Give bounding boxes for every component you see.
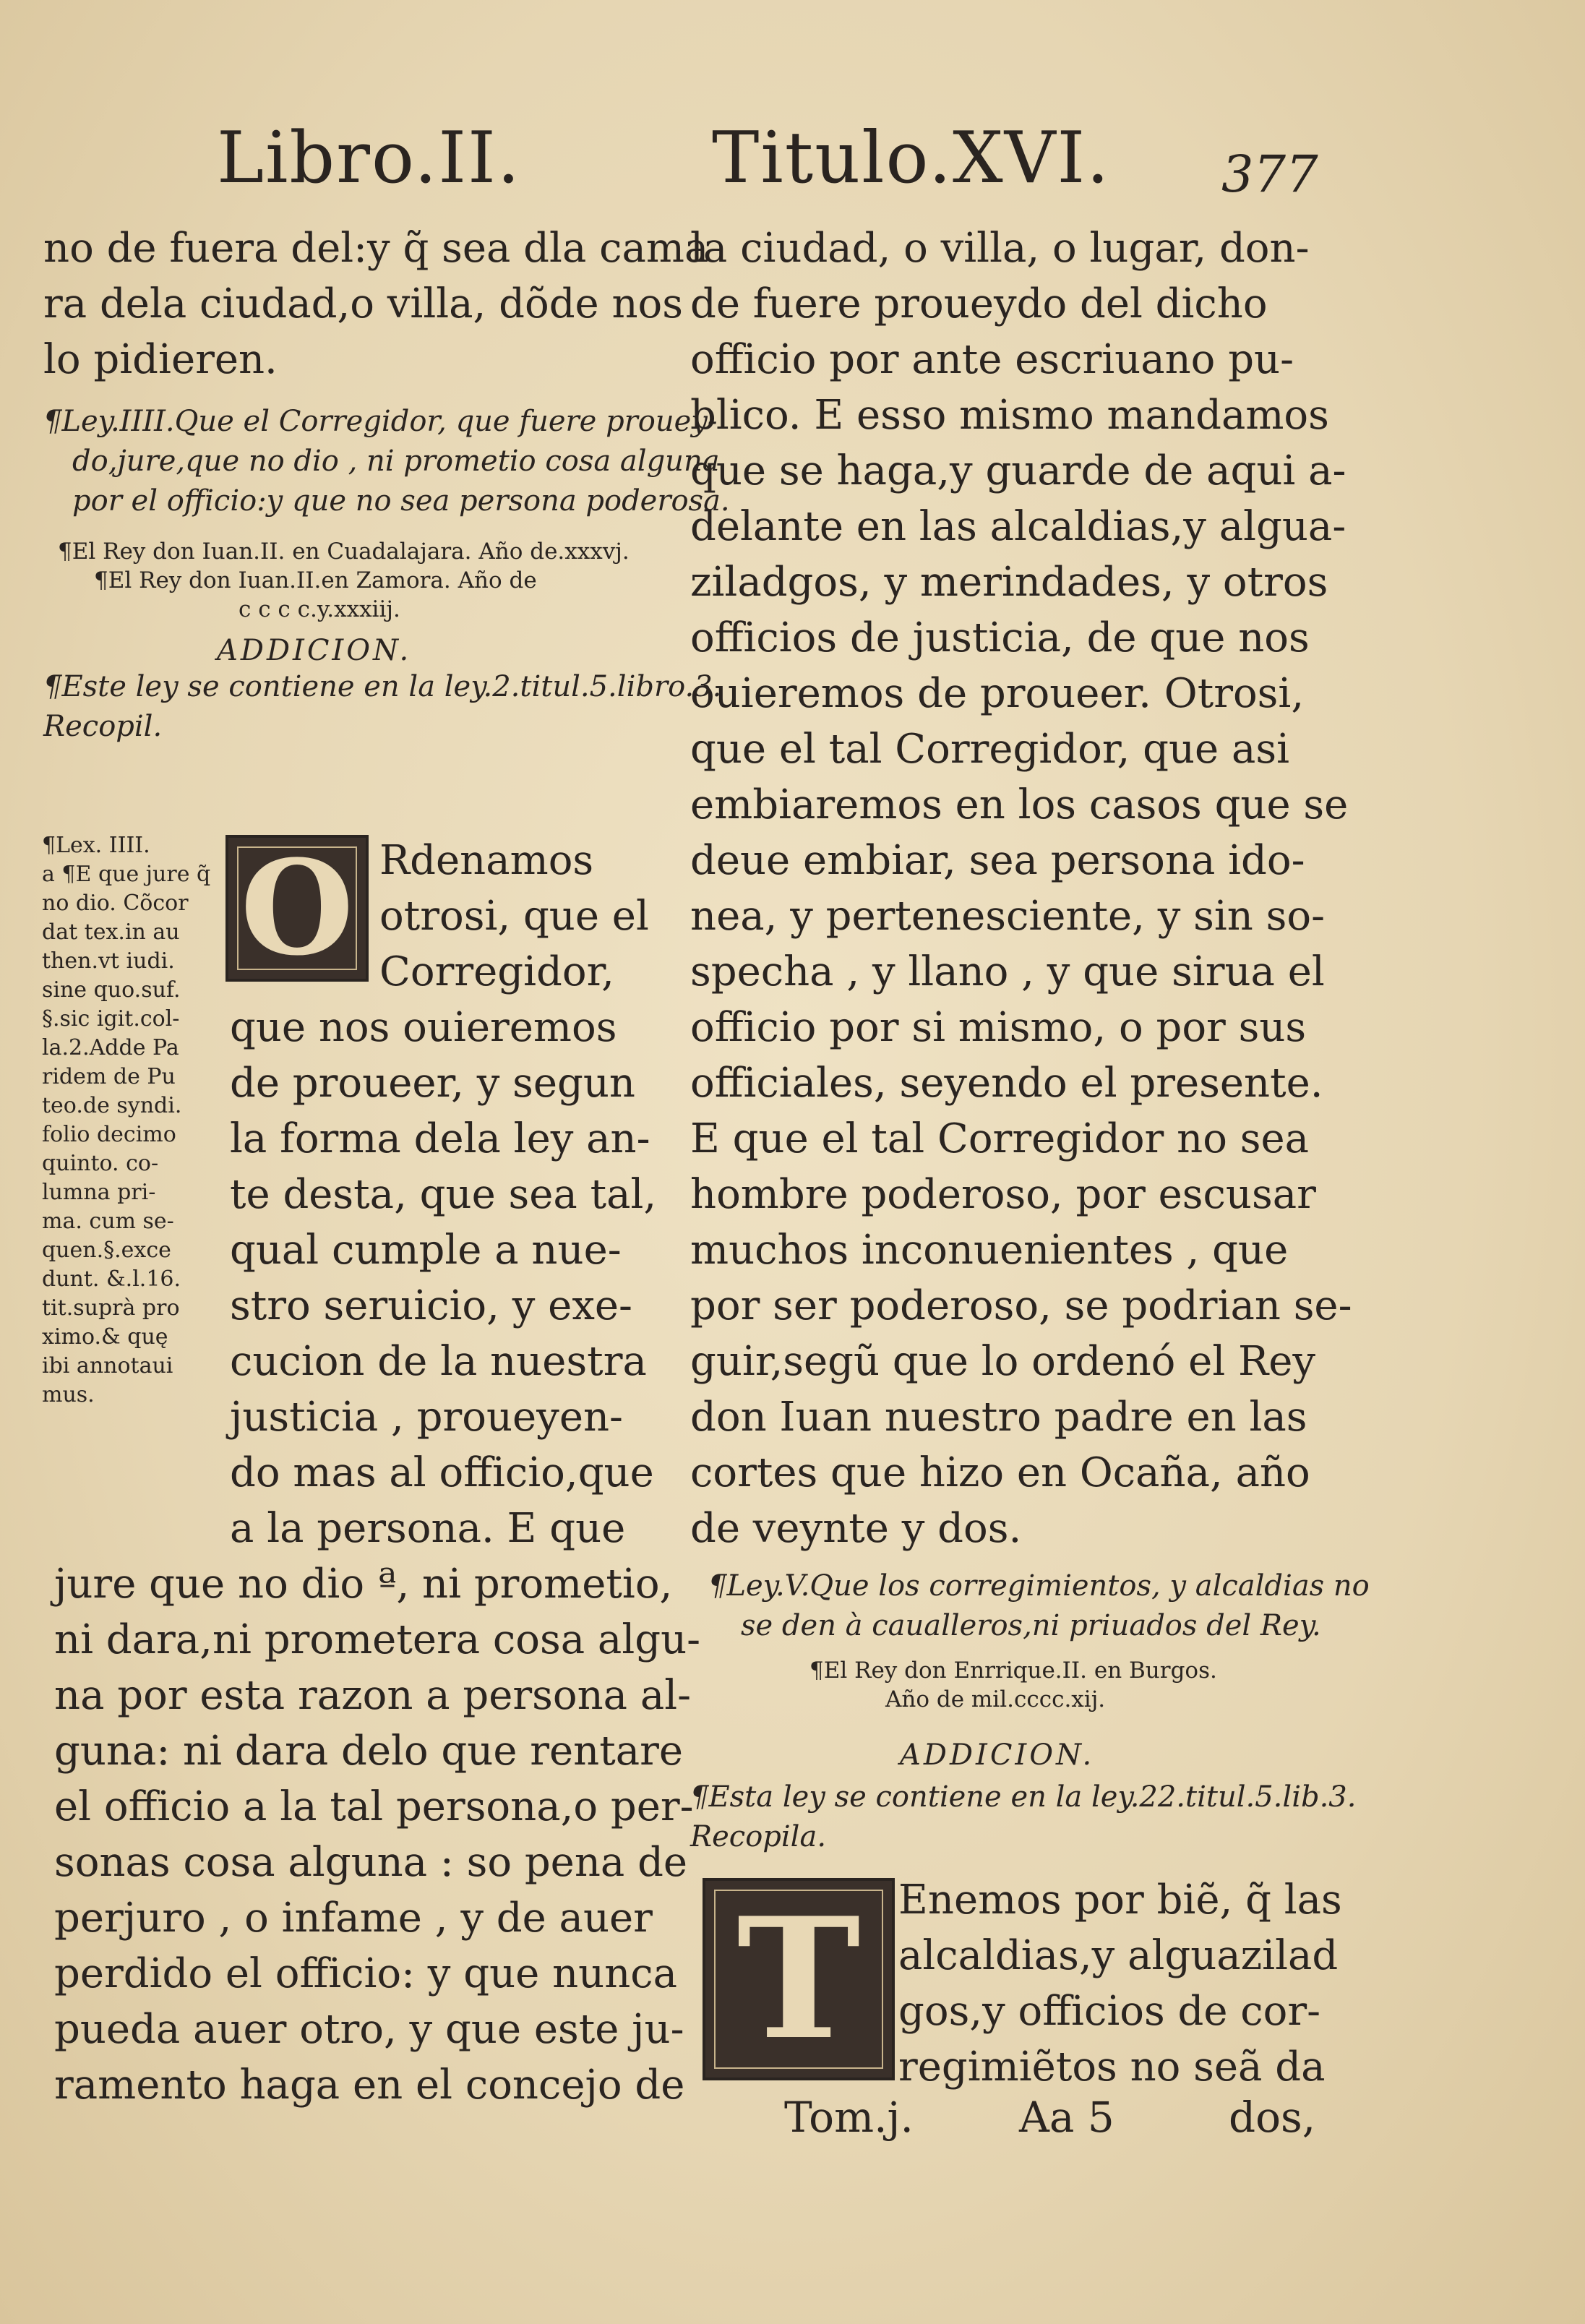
- text-line: de fuere proueydo del dicho: [690, 280, 1268, 327]
- initial-text: [898, 1872, 1342, 2095]
- addicion-line: Recopil.: [43, 710, 163, 743]
- ley-title-line: se den à caualleros,ni priuados del Rey.: [741, 1609, 1321, 1642]
- margin-line: ximo.& quę: [42, 1324, 168, 1350]
- margin-line: quinto. co-: [42, 1151, 159, 1176]
- margin-line: tit.suprà pro: [42, 1295, 180, 1321]
- margin-line: dunt. &.l.16.: [42, 1266, 181, 1292]
- left-narrow-text: [230, 1000, 656, 1556]
- footer-signature: Aa 5: [1019, 2093, 1114, 2142]
- text-line: otrosi, que el: [379, 893, 649, 940]
- text-line: Enemos por biẽ, q̃ las: [898, 1877, 1342, 1924]
- margin-line: ibi annotaui: [42, 1353, 173, 1378]
- text-line: guir,segũ que lo ordenó el Rey: [690, 1338, 1315, 1385]
- text-line: Rdenamos: [379, 837, 594, 884]
- text-line: que se haga,y guarde de aqui a-: [690, 447, 1346, 494]
- text-line: ni dara,ni prometera cosa algu-: [54, 1616, 701, 1663]
- text-line: la forma dela ley an-: [230, 1115, 650, 1162]
- addicion-line: ¶Esta ley se contiene en la ley.22.titul.5.lib.3.: [690, 1780, 1357, 1814]
- text-line: delante en las alcaldias,y algua-: [690, 503, 1346, 550]
- ley-title-line: por el officio:y que no sea persona poderosa.: [72, 484, 730, 518]
- text-line: no de fuera del:y q̃ sea dla cama: [43, 225, 709, 272]
- margin-line: quen.§.exce: [42, 1238, 171, 1263]
- text-line: na por esta razon a persona al-: [54, 1672, 692, 1719]
- source-line: ¶El Rey don Iuan.II. en Cuadalajara. Año de.xxxvj.: [58, 539, 630, 565]
- ley-title-line: ¶Ley.V.Que los corregimientos, y alcaldias no: [708, 1569, 1370, 1603]
- initial-text: [379, 833, 654, 1000]
- text-line: lo pidieren.: [43, 336, 278, 383]
- margin-line: dat tex.in au: [42, 919, 180, 945]
- text-line: officio por si mismo, o por sus: [690, 1004, 1307, 1051]
- margin-line: mus.: [42, 1382, 95, 1407]
- text-line: ramento haga en el concejo de: [54, 2062, 685, 2109]
- text-line: don Iuan nuestro padre en las: [690, 1394, 1307, 1441]
- left-full-text: [54, 1556, 701, 2113]
- left-column-top: [43, 220, 730, 747]
- text-line: officiales, seyendo el presente.: [690, 1060, 1323, 1107]
- running-head-title: Titulo.XVI.: [712, 117, 1111, 200]
- text-line: perjuro , o infame , y de auer: [54, 1895, 653, 1942]
- margin-line: ¶Lex. IIII.: [42, 833, 150, 858]
- text-line: do mas al officio,que: [230, 1449, 654, 1496]
- text-line: perdido el officio: y que nunca: [54, 1950, 678, 1997]
- margin-line: teo.de syndi.: [42, 1093, 182, 1118]
- text-line: por ser poderoso, se podrian se-: [690, 1282, 1352, 1329]
- margin-line: ma. cum se-: [42, 1209, 174, 1234]
- text-line: que el tal Corregidor, que asi: [690, 726, 1289, 773]
- text-line: te desta, que sea tal,: [230, 1171, 657, 1218]
- ley-title-line: do,jure,que no dio , ni prometio cosa alguna: [72, 445, 720, 478]
- text-line: muchos inconuenientes , que: [690, 1227, 1289, 1274]
- text-line: embiaremos en los casos que se: [690, 781, 1349, 828]
- text-line: pueda auer otro, y que este ju-: [54, 2006, 684, 2053]
- text-line: hombre poderoso, por escusar: [690, 1171, 1316, 1218]
- margin-line: then.vt iudi.: [42, 948, 175, 974]
- footer-catchword: dos,: [1229, 2093, 1316, 2142]
- text-line: qual cumple a nue-: [230, 1227, 622, 1274]
- margin-line: ridem de Pu: [42, 1064, 176, 1089]
- text-line: blico. E esso mismo mandamos: [690, 392, 1329, 439]
- text-line: deue embiar, sea persona ido-: [690, 837, 1305, 884]
- text-line: ziladgos, y merindades, y otros: [690, 559, 1328, 606]
- decorated-initial: [225, 832, 369, 985]
- margin-line: folio decimo: [42, 1122, 176, 1147]
- marginal-note: [42, 831, 223, 1410]
- addicion-line: Recopila.: [690, 1820, 827, 1853]
- text-line: Corregidor,: [379, 948, 614, 995]
- margin-line: sine quo.suf.: [42, 977, 181, 1003]
- text-line: nea, y pertenesciente, y sin so-: [690, 893, 1326, 940]
- running-head-book: Libro.II.: [217, 117, 522, 200]
- text-line: el officio a la tal persona,o per-: [54, 1783, 694, 1830]
- initial-letter: O: [240, 832, 354, 985]
- margin-line: §.sic igit.col-: [42, 1006, 180, 1032]
- text-line: officios de justicia, de que nos: [690, 614, 1310, 661]
- text-line: E que el tal Corregidor no sea: [690, 1115, 1309, 1162]
- text-line: de proueer, y segun: [230, 1060, 635, 1107]
- text-line: stro seruicio, y exe-: [230, 1282, 632, 1329]
- text-line: ouieremos de proueer. Otrosi,: [690, 670, 1305, 717]
- text-line: cucion de la nuestra: [230, 1338, 647, 1385]
- text-line: gos,y officios de cor-: [898, 1988, 1321, 2035]
- initial-letter: T: [736, 1882, 861, 2077]
- addicion-line: ¶Este ley se contiene en la ley.2.titul.5.libro.3.: [43, 670, 722, 703]
- addicion-heading: ADDICION.: [900, 1738, 1095, 1772]
- text-line: de veynte y dos.: [690, 1505, 1022, 1552]
- text-line: alcaldias,y alguazilad: [898, 1932, 1339, 1979]
- text-line: jure que no dio ª, ni prometio,: [54, 1561, 673, 1608]
- decorated-initial: [703, 1878, 895, 2080]
- addicion-heading: ADDICION.: [217, 634, 412, 667]
- text-line: a la persona. E que: [230, 1505, 626, 1552]
- text-line: que nos ouieremos: [230, 1004, 617, 1051]
- page-number: 377: [1221, 145, 1318, 204]
- right-column-top: [690, 220, 1370, 1857]
- source-line: ¶El Rey don Enrrique.II. en Burgos.: [809, 1658, 1217, 1684]
- text-line: justicia , proueyen-: [230, 1394, 623, 1441]
- margin-line: no dio. Cõcor: [42, 891, 189, 916]
- source-line: ¶El Rey don Iuan.II.en Zamora. Año de: [94, 567, 537, 593]
- text-line: la ciudad, o villa, o lugar, don-: [690, 225, 1310, 272]
- margin-line: lumna pri-: [42, 1180, 156, 1205]
- margin-line: a ¶E que jure q̃: [42, 862, 211, 887]
- source-line: Año de mil.cccc.xij.: [885, 1686, 1106, 1712]
- margin-line: la.2.Adde Pa: [42, 1035, 179, 1060]
- footer-volume: Tom.j.: [784, 2093, 914, 2142]
- text-line: regimiẽtos no seã da: [898, 2044, 1326, 2091]
- text-line: guna: ni dara delo que rentare: [54, 1728, 684, 1775]
- text-line: ra dela ciudad,o villa, dõde nos: [43, 280, 684, 327]
- text-line: specha , y llano , y que sirua el: [690, 948, 1325, 995]
- initial-frame: [714, 1890, 883, 2069]
- text-line: sonas cosa alguna : so pena de: [54, 1839, 688, 1886]
- source-line: c c c c.y.xxxiij.: [239, 596, 400, 622]
- ley-title-line: ¶Ley.IIII.Que el Corregidor, que fuere prouey-: [43, 405, 718, 438]
- text-line: cortes que hizo en Ocaña, año: [690, 1449, 1310, 1496]
- initial-frame: [237, 846, 357, 970]
- text-line: officio por ante escriuano pu-: [690, 336, 1294, 383]
